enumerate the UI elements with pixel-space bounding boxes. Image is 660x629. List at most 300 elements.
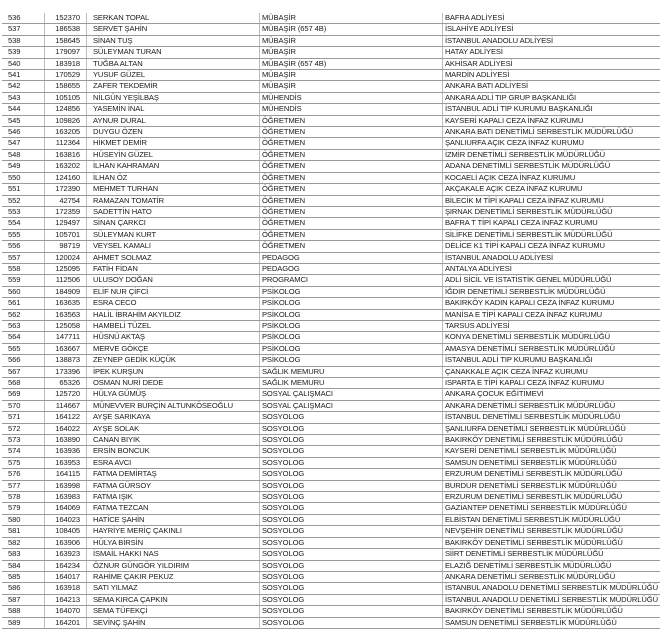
table-row <box>2 35 660 46</box>
row-number-cell: 578 <box>2 492 45 503</box>
job-title-cell: ÖĞRETMEN <box>259 218 442 229</box>
registry-number-cell: 108405 <box>45 526 87 537</box>
table-row <box>2 320 660 331</box>
registry-number-cell: 147711 <box>45 332 87 343</box>
full-name-cell: ZAFER TEKDEMİR <box>86 81 259 92</box>
full-name-cell: FATMA TEZCAN <box>86 503 259 514</box>
table-row <box>2 332 660 343</box>
row-number-cell: 563 <box>2 320 45 331</box>
registry-number-cell: 114667 <box>45 400 87 411</box>
institution-cell: NEVŞEHİR DENETİMLİ SERBESTLİK MÜDÜRLÜĞÜ <box>442 526 660 537</box>
institution-cell: ADANA DENETİMLİ SERBESTLİK MÜDÜRLÜĞÜ <box>442 161 660 172</box>
full-name-cell: AYŞE SOLAK <box>86 423 259 434</box>
row-number-cell: 556 <box>2 241 45 252</box>
table-row <box>2 412 660 423</box>
registry-number-cell: 163816 <box>45 149 87 160</box>
registry-number-cell: 163205 <box>45 127 87 138</box>
table-row <box>2 435 660 446</box>
full-name-cell: SEVİNÇ ŞAHİN <box>86 617 259 628</box>
job-title-cell: ÖĞRETMEN <box>259 206 442 217</box>
row-number-cell: 543 <box>2 92 45 103</box>
full-name-cell: AYŞE SARIKAYA <box>86 412 259 423</box>
job-title-cell: SOSYOLOG <box>259 583 442 594</box>
table-row <box>2 206 660 217</box>
full-name-cell: SERKAN TOPAL <box>86 13 259 24</box>
job-title-cell: MÜBAŞİR <box>259 47 442 58</box>
institution-cell: ANKARA DENETİMLİ SERBESTLİK MÜDÜRLÜĞÜ <box>442 571 660 582</box>
job-title-cell: PEDAGOG <box>259 252 442 263</box>
full-name-cell: İLHAN KAHRAMAN <box>86 161 259 172</box>
job-title-cell: PEDAGOG <box>259 263 442 274</box>
institution-cell: KOCAELİ AÇIK CEZA İNFAZ KURUMU <box>442 172 660 183</box>
table-row <box>2 47 660 58</box>
table-row <box>2 241 660 252</box>
job-title-cell: MÜBAŞİR <box>259 13 442 24</box>
full-name-cell: HÜLYA GÜMÜŞ <box>86 389 259 400</box>
row-number-cell: 568 <box>2 378 45 389</box>
job-title-cell: MÜHENDİS <box>259 92 442 103</box>
full-name-cell: İPEK KURŞUN <box>86 366 259 377</box>
institution-cell: SAMSUN DENETİMLİ SERBESTLİK MÜDÜRLÜĞÜ <box>442 617 660 628</box>
full-name-cell: HALİL İBRAHİM AKYILDIZ <box>86 309 259 320</box>
table-row <box>2 514 660 525</box>
job-title-cell: PSİKOLOG <box>259 286 442 297</box>
job-title-cell: PSİKOLOG <box>259 355 442 366</box>
job-title-cell: ÖĞRETMEN <box>259 161 442 172</box>
job-title-cell: SOSYOLOG <box>259 492 442 503</box>
full-name-cell: FATMA GÜRSOY <box>86 480 259 491</box>
registry-number-cell: 164069 <box>45 503 87 514</box>
institution-cell: İSTANBUL DENETİMLİ SERBESTLİK MÜDÜRLÜĞÜ <box>442 412 660 423</box>
row-number-cell: 577 <box>2 480 45 491</box>
row-number-cell: 567 <box>2 366 45 377</box>
full-name-cell: ERSİN BONCUK <box>86 446 259 457</box>
row-number-cell: 552 <box>2 195 45 206</box>
row-number-cell: 542 <box>2 81 45 92</box>
job-title-cell: SOSYOLOG <box>259 457 442 468</box>
full-name-cell: SİNAN ÇARKCI <box>86 218 259 229</box>
row-number-cell: 564 <box>2 332 45 343</box>
table-row <box>2 58 660 69</box>
full-name-cell: FATMA IŞIK <box>86 492 259 503</box>
registry-number-cell: 164213 <box>45 594 87 605</box>
job-title-cell: SOSYOLOG <box>259 617 442 628</box>
registry-number-cell: 163953 <box>45 457 87 468</box>
institution-cell: BAKIRKÖY DENETİMLİ SERBESTLİK MÜDÜRLÜĞÜ <box>442 537 660 548</box>
institution-cell: AMASYA DENETİMLİ SERBESTLİK MÜDÜRLÜĞÜ <box>442 343 660 354</box>
registry-number-cell: 163923 <box>45 549 87 560</box>
registry-number-cell: 163563 <box>45 309 87 320</box>
job-title-cell: ÖĞRETMEN <box>259 127 442 138</box>
table-row <box>2 526 660 537</box>
table-row <box>2 195 660 206</box>
job-title-cell: SOSYAL ÇALIŞMACI <box>259 400 442 411</box>
row-number-cell: 559 <box>2 275 45 286</box>
full-name-cell: HÜLYA BİRSİN <box>86 537 259 548</box>
row-number-cell: 536 <box>2 13 45 24</box>
registry-number-cell: 125720 <box>45 389 87 400</box>
institution-cell: ANKARA ÇOCUK EĞİTİMEVİ <box>442 389 660 400</box>
institution-cell: DELİCE K1 TİPİ KAPALI CEZA İNFAZ KURUMU <box>442 241 660 252</box>
table-row <box>2 583 660 594</box>
job-title-cell: SOSYOLOG <box>259 435 442 446</box>
job-title-cell: SOSYOLOG <box>259 606 442 617</box>
row-number-cell: 574 <box>2 446 45 457</box>
row-number-cell: 561 <box>2 298 45 309</box>
table-row <box>2 571 660 582</box>
institution-cell: İSTANBUL ADLİ TIP KURUMU BAŞKANLIĞI <box>442 104 660 115</box>
job-title-cell: PSİKOLOG <box>259 298 442 309</box>
registry-number-cell: 163983 <box>45 492 87 503</box>
full-name-cell: CANAN BIYIK <box>86 435 259 446</box>
institution-cell: ANKARA BATI DENETİMLİ SERBESTLİK MÜDÜRLÜĞÜ <box>442 127 660 138</box>
institution-cell: BİLECİK M TİPİ KAPALI CEZA İNFAZ KURUMU <box>442 195 660 206</box>
job-title-cell: SOSYOLOG <box>259 560 442 571</box>
full-name-cell: SERVET ŞAHİN <box>86 24 259 35</box>
row-number-cell: 553 <box>2 206 45 217</box>
full-name-cell: SÜLEYMAN TURAN <box>86 47 259 58</box>
institution-cell: ANKARA DENETİMLİ SERBESTLİK MÜDÜRLÜĞÜ <box>442 400 660 411</box>
table-row <box>2 537 660 548</box>
institution-cell: BAFRA ADLİYESİ <box>442 13 660 24</box>
job-title-cell: SOSYOLOG <box>259 423 442 434</box>
registry-number-cell: 42754 <box>45 195 87 206</box>
registry-number-cell: 173396 <box>45 366 87 377</box>
registry-number-cell: 184909 <box>45 286 87 297</box>
row-number-cell: 588 <box>2 606 45 617</box>
table-row <box>2 81 660 92</box>
row-number-cell: 545 <box>2 115 45 126</box>
registry-number-cell: 105105 <box>45 92 87 103</box>
table-row <box>2 480 660 491</box>
table-row <box>2 218 660 229</box>
row-number-cell: 557 <box>2 252 45 263</box>
table-row <box>2 13 660 24</box>
row-number-cell: 566 <box>2 355 45 366</box>
row-number-cell: 584 <box>2 560 45 571</box>
institution-cell: SİİRT DENETİMLİ SERBESTLİK MÜDÜRLÜĞÜ <box>442 549 660 560</box>
row-number-cell: 583 <box>2 549 45 560</box>
institution-cell: İĞDIR DENETİMLİ SERBESTLİK MÜDÜRLÜĞÜ <box>442 286 660 297</box>
institution-cell: ŞANLIURFA DENETİMLİ SERBESTLİK MÜDÜRLÜĞÜ <box>442 423 660 434</box>
table-row <box>2 343 660 354</box>
row-number-cell: 550 <box>2 172 45 183</box>
registry-number-cell: 163202 <box>45 161 87 172</box>
job-title-cell: SOSYOLOG <box>259 594 442 605</box>
table-row <box>2 172 660 183</box>
table-row <box>2 446 660 457</box>
institution-cell: MANİSA E TİPİ KAPALI CEZA İNFAZ KURUMU <box>442 309 660 320</box>
institution-cell: HATAY ADLİYESİ <box>442 47 660 58</box>
registry-number-cell: 158645 <box>45 35 87 46</box>
job-title-cell: SOSYOLOG <box>259 571 442 582</box>
table-row <box>2 92 660 103</box>
institution-cell: İZMİR DENETİMLİ SERBESTLİK MÜDÜRLÜĞÜ <box>442 149 660 160</box>
full-name-cell: İLHAN ÖZ <box>86 172 259 183</box>
registry-number-cell: 163890 <box>45 435 87 446</box>
row-number-cell: 562 <box>2 309 45 320</box>
table-row <box>2 286 660 297</box>
full-name-cell: DUYGU ÖZEN <box>86 127 259 138</box>
table-row <box>2 469 660 480</box>
row-number-cell: 558 <box>2 263 45 274</box>
job-title-cell: SOSYOLOG <box>259 549 442 560</box>
institution-cell: GAZİANTEP DENETİMLİ SERBESTLİK MÜDÜRLÜĞÜ <box>442 503 660 514</box>
registry-number-cell: 186538 <box>45 24 87 35</box>
personnel-table-body <box>2 13 660 628</box>
full-name-cell: FATMA DEMİRTAŞ <box>86 469 259 480</box>
registry-number-cell: 112364 <box>45 138 87 149</box>
row-number-cell: 571 <box>2 412 45 423</box>
row-number-cell: 537 <box>2 24 45 35</box>
institution-cell: SİLİFKE DENETİMLİ SERBESTLİK MÜDÜRLÜĞÜ <box>442 229 660 240</box>
full-name-cell: SATI YILMAZ <box>86 583 259 594</box>
job-title-cell: SOSYOLOG <box>259 526 442 537</box>
row-number-cell: 547 <box>2 138 45 149</box>
row-number-cell: 587 <box>2 594 45 605</box>
table-row <box>2 389 660 400</box>
full-name-cell: ESRA CECO <box>86 298 259 309</box>
job-title-cell: MÜHENDİS <box>259 104 442 115</box>
job-title-cell: ÖĞRETMEN <box>259 172 442 183</box>
institution-cell: İSLAHİYE ADLİYESİ <box>442 24 660 35</box>
registry-number-cell: 163936 <box>45 446 87 457</box>
job-title-cell: MÜBAŞİR <box>259 81 442 92</box>
registry-number-cell: 163998 <box>45 480 87 491</box>
registry-number-cell: 98719 <box>45 241 87 252</box>
registry-number-cell: 125095 <box>45 263 87 274</box>
job-title-cell: ÖĞRETMEN <box>259 195 442 206</box>
table-row <box>2 560 660 571</box>
institution-cell: İSTANBUL ANADOLU ADLİYESİ <box>442 35 660 46</box>
job-title-cell: SOSYOLOG <box>259 537 442 548</box>
row-number-cell: 580 <box>2 514 45 525</box>
full-name-cell: MEHMET TURHAN <box>86 184 259 195</box>
registry-number-cell: 163906 <box>45 537 87 548</box>
registry-number-cell: 125058 <box>45 320 87 331</box>
institution-cell: İSTANBUL ANADOLU ADLİYESİ <box>442 252 660 263</box>
row-number-cell: 555 <box>2 229 45 240</box>
table-row <box>2 161 660 172</box>
registry-number-cell: 112506 <box>45 275 87 286</box>
full-name-cell: MERVE GÖKÇE <box>86 343 259 354</box>
table-row <box>2 149 660 160</box>
registry-number-cell: 163918 <box>45 583 87 594</box>
institution-cell: BAKIRKÖY DENETİMLİ SERBESTLİK MÜDÜRLÜĞÜ <box>442 435 660 446</box>
institution-cell: BAKIRKÖY KADIN KAPALI CEZA İNFAZ KURUMU <box>442 298 660 309</box>
registry-number-cell: 129497 <box>45 218 87 229</box>
table-row <box>2 457 660 468</box>
job-title-cell: ÖĞRETMEN <box>259 184 442 195</box>
full-name-cell: SEMA KIRCA ÇAPKIN <box>86 594 259 605</box>
table-row <box>2 184 660 195</box>
full-name-cell: AHMET SOLMAZ <box>86 252 259 263</box>
full-name-cell: AYNUR DURAL <box>86 115 259 126</box>
job-title-cell: SAĞLIK MEMURU <box>259 366 442 377</box>
registry-number-cell: 164022 <box>45 423 87 434</box>
institution-cell: MARDİN ADLİYESİ <box>442 70 660 81</box>
row-number-cell: 565 <box>2 343 45 354</box>
table-row <box>2 400 660 411</box>
row-number-cell: 576 <box>2 469 45 480</box>
full-name-cell: RAHİME ÇAKIR PEKUZ <box>86 571 259 582</box>
job-title-cell: SOSYOLOG <box>259 514 442 525</box>
registry-number-cell: 105701 <box>45 229 87 240</box>
full-name-cell: OSMAN NURİ DEDE <box>86 378 259 389</box>
job-title-cell: PROGRAMCI <box>259 275 442 286</box>
row-number-cell: 560 <box>2 286 45 297</box>
registry-number-cell: 164017 <box>45 571 87 582</box>
registry-number-cell: 120024 <box>45 252 87 263</box>
full-name-cell: ZEYNEP GEDİK KÜÇÜK <box>86 355 259 366</box>
table-row <box>2 309 660 320</box>
institution-cell: ÇANAKKALE AÇIK CEZA İNFAZ KURUMU <box>442 366 660 377</box>
job-title-cell: ÖĞRETMEN <box>259 138 442 149</box>
institution-cell: SAMSUN DENETİMLİ SERBESTLİK MÜDÜRLÜĞÜ <box>442 457 660 468</box>
job-title-cell: ÖĞRETMEN <box>259 241 442 252</box>
institution-cell: BURDUR DENETİMLİ SERBESTLİK MÜDÜRLÜĞÜ <box>442 480 660 491</box>
institution-cell: BAKIRKÖY DENETİMLİ SERBESTLİK MÜDÜRLÜĞÜ <box>442 606 660 617</box>
registry-number-cell: 164201 <box>45 617 87 628</box>
job-title-cell: SAĞLIK MEMURU <box>259 378 442 389</box>
registry-number-cell: 152370 <box>45 13 87 24</box>
registry-number-cell: 179097 <box>45 47 87 58</box>
job-title-cell: ÖĞRETMEN <box>259 149 442 160</box>
institution-cell: ELBİSTAN DENETİMLİ SERBESTLİK MÜDÜRLÜĞÜ <box>442 514 660 525</box>
registry-number-cell: 138873 <box>45 355 87 366</box>
job-title-cell: SOSYOLOG <box>259 480 442 491</box>
full-name-cell: HAMBELİ TÜZEL <box>86 320 259 331</box>
institution-cell: TARSUS ADLİYESİ <box>442 320 660 331</box>
registry-number-cell: 164070 <box>45 606 87 617</box>
full-name-cell: YASEMİN İNAL <box>86 104 259 115</box>
job-title-cell: ÖĞRETMEN <box>259 115 442 126</box>
row-number-cell: 554 <box>2 218 45 229</box>
table-row <box>2 492 660 503</box>
institution-cell: ERZURUM DENETİMLİ SERBESTLİK MÜDÜRLÜĞÜ <box>442 469 660 480</box>
row-number-cell: 551 <box>2 184 45 195</box>
job-title-cell: SOSYOLOG <box>259 503 442 514</box>
personnel-table <box>2 13 660 629</box>
table-row <box>2 423 660 434</box>
table-row <box>2 24 660 35</box>
full-name-cell: SİNAN TUŞ <box>86 35 259 46</box>
job-title-cell: MÜBAŞİR (657 4B) <box>259 58 442 69</box>
job-title-cell: SOSYAL ÇALIŞMACI <box>259 389 442 400</box>
institution-cell: ELAZIĞ DENETİMLİ SERBESTLİK MÜDÜRLÜĞÜ <box>442 560 660 571</box>
table-row <box>2 617 660 628</box>
table-row <box>2 378 660 389</box>
full-name-cell: NİLGÜN YEŞİLBAŞ <box>86 92 259 103</box>
registry-number-cell: 164115 <box>45 469 87 480</box>
table-row <box>2 115 660 126</box>
full-name-cell: ULUSOY DOĞAN <box>86 275 259 286</box>
row-number-cell: 570 <box>2 400 45 411</box>
table-row <box>2 606 660 617</box>
institution-cell: ANKARA BATI ADLİYESİ <box>442 81 660 92</box>
row-number-cell: 586 <box>2 583 45 594</box>
institution-cell: AKÇAKALE AÇIK CEZA İNFAZ KURUMU <box>442 184 660 195</box>
row-number-cell: 548 <box>2 149 45 160</box>
registry-number-cell: 183918 <box>45 58 87 69</box>
job-title-cell: PSİKOLOG <box>259 320 442 331</box>
table-row <box>2 275 660 286</box>
full-name-cell: HAYRİYE MERİÇ ÇAKINLI <box>86 526 259 537</box>
table-row <box>2 70 660 81</box>
table-row <box>2 549 660 560</box>
institution-cell: İSTANBUL ANADOLU DENETİMLİ SERBESTLİK MÜDÜRLÜĞÜ <box>442 594 660 605</box>
registry-number-cell: 170529 <box>45 70 87 81</box>
table-row <box>2 138 660 149</box>
registry-number-cell: 172390 <box>45 184 87 195</box>
full-name-cell: MÜNEVVER BURÇİN ALTUNKÖSEOĞLU <box>86 400 259 411</box>
full-name-cell: İSMAİL HAKKI NAS <box>86 549 259 560</box>
job-title-cell: SOSYOLOG <box>259 469 442 480</box>
full-name-cell: RAMAZAN TOMATİR <box>86 195 259 206</box>
full-name-cell: ESRA AVCI <box>86 457 259 468</box>
table-row <box>2 355 660 366</box>
full-name-cell: TUĞBA ALTAN <box>86 58 259 69</box>
full-name-cell: VEYSEL KAMALI <box>86 241 259 252</box>
institution-cell: KONYA DENETİMLİ SERBESTLİK MÜDÜRLÜĞÜ <box>442 332 660 343</box>
row-number-cell: 582 <box>2 537 45 548</box>
full-name-cell: ELİF NUR ÇİFCİ <box>86 286 259 297</box>
registry-number-cell: 164122 <box>45 412 87 423</box>
institution-cell: KAYSERİ DENETİMLİ SERBESTLİK MÜDÜRLÜĞÜ <box>442 446 660 457</box>
job-title-cell: PSİKOLOG <box>259 309 442 320</box>
row-number-cell: 575 <box>2 457 45 468</box>
row-number-cell: 541 <box>2 70 45 81</box>
full-name-cell: SADETTİN HATO <box>86 206 259 217</box>
row-number-cell: 581 <box>2 526 45 537</box>
row-number-cell: 540 <box>2 58 45 69</box>
row-number-cell: 573 <box>2 435 45 446</box>
job-title-cell: MÜBAŞİR <box>259 70 442 81</box>
job-title-cell: SOSYOLOG <box>259 446 442 457</box>
row-number-cell: 572 <box>2 423 45 434</box>
job-title-cell: ÖĞRETMEN <box>259 229 442 240</box>
registry-number-cell: 163635 <box>45 298 87 309</box>
institution-cell: ANTALYA ADLİYESİ <box>442 263 660 274</box>
registry-number-cell: 163667 <box>45 343 87 354</box>
table-row <box>2 127 660 138</box>
registry-number-cell: 109826 <box>45 115 87 126</box>
job-title-cell: MÜBAŞİR <box>259 35 442 46</box>
table-row <box>2 229 660 240</box>
institution-cell: AKHİSAR ADLİYESİ <box>442 58 660 69</box>
row-number-cell: 539 <box>2 47 45 58</box>
full-name-cell: HÜSEYİN GÜZEL <box>86 149 259 160</box>
table-row <box>2 503 660 514</box>
full-name-cell: HÜSNÜ AKTAŞ <box>86 332 259 343</box>
full-name-cell: ÖZNUR GÜNGÖR YILDIRIM <box>86 560 259 571</box>
table-row <box>2 594 660 605</box>
institution-cell: İSTANBUL ANADOLU DENETİMLİ SERBESTLİK MÜDÜRLÜĞÜ <box>442 583 660 594</box>
registry-number-cell: 124856 <box>45 104 87 115</box>
institution-cell: BAFRA T TİPİ KAPALI CEZA İNFAZ KURUMU <box>442 218 660 229</box>
registry-number-cell: 164234 <box>45 560 87 571</box>
row-number-cell: 569 <box>2 389 45 400</box>
full-name-cell: SÜLEYMAN KURT <box>86 229 259 240</box>
full-name-cell: HİKMET DEMİR <box>86 138 259 149</box>
table-row <box>2 104 660 115</box>
institution-cell: KAYSERİ KAPALI CEZA İNFAZ KURUMU <box>442 115 660 126</box>
full-name-cell: YUSUF GÜZEL <box>86 70 259 81</box>
full-name-cell: SEMA TÜFEKÇİ <box>86 606 259 617</box>
job-title-cell: PSİKOLOG <box>259 343 442 354</box>
row-number-cell: 538 <box>2 35 45 46</box>
row-number-cell: 546 <box>2 127 45 138</box>
